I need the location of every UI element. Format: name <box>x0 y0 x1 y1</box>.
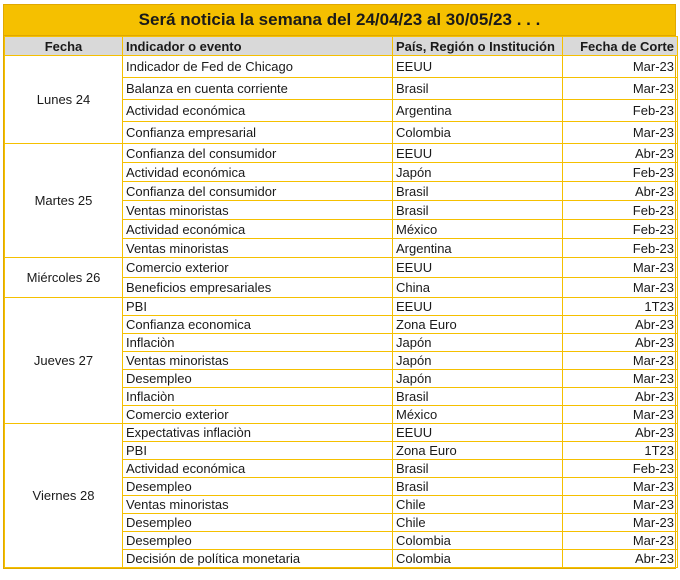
country-cell: Japón <box>393 163 563 182</box>
header-indicador: Indicador o evento <box>123 37 393 56</box>
country-cell: Japón <box>393 334 563 352</box>
day-label: Lunes 24 <box>5 56 123 144</box>
indicator-cell: Desempleo <box>123 514 393 532</box>
country-cell: Brasil <box>393 201 563 220</box>
indicator-cell: Inflaciòn <box>123 388 393 406</box>
indicator-cell: Desempleo <box>123 532 393 550</box>
cutoff-cell: Mar-23 <box>563 496 678 514</box>
country-cell: EEUU <box>393 56 563 78</box>
header-pais: País, Región o Institución <box>393 37 563 56</box>
indicator-cell: Ventas minoristas <box>123 201 393 220</box>
cutoff-cell: Abr-23 <box>563 182 678 201</box>
calendar-sheet <box>3 4 676 569</box>
cutoff-cell: Feb-23 <box>563 201 678 220</box>
country-cell: Colombia <box>393 550 563 568</box>
header-corte: Fecha de Corte <box>563 37 678 56</box>
table-row <box>5 424 678 442</box>
day-label: Jueves 27 <box>5 298 123 424</box>
cutoff-cell: Abr-23 <box>563 424 678 442</box>
calendar-table-wrapper <box>3 36 676 569</box>
cutoff-cell: Mar-23 <box>563 352 678 370</box>
cutoff-cell: Mar-23 <box>563 370 678 388</box>
country-cell: Zona Euro <box>393 442 563 460</box>
country-cell: Brasil <box>393 460 563 478</box>
table-row <box>5 144 678 163</box>
country-cell: EEUU <box>393 424 563 442</box>
cutoff-cell: 1T23 <box>563 442 678 460</box>
indicator-cell: Balanza en cuenta corriente <box>123 78 393 100</box>
indicator-cell: Actividad económica <box>123 460 393 478</box>
cutoff-cell: Mar-23 <box>563 514 678 532</box>
country-cell: Brasil <box>393 78 563 100</box>
country-cell: China <box>393 278 563 298</box>
cutoff-cell: Feb-23 <box>563 220 678 239</box>
country-cell: México <box>393 406 563 424</box>
country-cell: Colombia <box>393 122 563 144</box>
indicator-cell: Confianza economica <box>123 316 393 334</box>
cutoff-cell: Abr-23 <box>563 144 678 163</box>
indicator-cell: PBI <box>123 442 393 460</box>
indicator-cell: Actividad económica <box>123 100 393 122</box>
cutoff-cell: Feb-23 <box>563 239 678 258</box>
indicator-cell: Ventas minoristas <box>123 352 393 370</box>
cutoff-cell: Abr-23 <box>563 550 678 568</box>
indicator-cell: Actividad económica <box>123 163 393 182</box>
country-cell: Colombia <box>393 532 563 550</box>
indicator-cell: Confianza del consumidor <box>123 144 393 163</box>
cutoff-cell: Mar-23 <box>563 122 678 144</box>
cutoff-cell: Abr-23 <box>563 388 678 406</box>
indicator-cell: Comercio exterior <box>123 406 393 424</box>
indicator-cell: Desempleo <box>123 370 393 388</box>
indicator-cell: Indicador de Fed de Chicago <box>123 56 393 78</box>
country-cell: EEUU <box>393 144 563 163</box>
indicator-cell: Inflaciòn <box>123 334 393 352</box>
country-cell: Zona Euro <box>393 316 563 334</box>
country-cell: Japón <box>393 352 563 370</box>
cutoff-cell: Feb-23 <box>563 460 678 478</box>
indicator-cell: Comercio exterior <box>123 258 393 278</box>
header-row <box>5 37 678 56</box>
cutoff-cell: 1T23 <box>563 298 678 316</box>
cutoff-cell: Mar-23 <box>563 56 678 78</box>
day-label: Miércoles 26 <box>5 258 123 298</box>
header-fecha: Fecha <box>5 37 123 56</box>
country-cell: Argentina <box>393 100 563 122</box>
cutoff-cell: Abr-23 <box>563 316 678 334</box>
indicator-cell: Confianza del consumidor <box>123 182 393 201</box>
country-cell: Brasil <box>393 388 563 406</box>
indicator-cell: Expectativas inflaciòn <box>123 424 393 442</box>
table-row <box>5 56 678 78</box>
country-cell: Chile <box>393 514 563 532</box>
indicator-cell: Desempleo <box>123 478 393 496</box>
country-cell: Brasil <box>393 478 563 496</box>
country-cell: México <box>393 220 563 239</box>
country-cell: Chile <box>393 496 563 514</box>
table-row <box>5 258 678 278</box>
cutoff-cell: Mar-23 <box>563 258 678 278</box>
calendar-table <box>4 36 678 568</box>
indicator-cell: Ventas minoristas <box>123 239 393 258</box>
indicator-cell: Actividad económica <box>123 220 393 239</box>
table-row <box>5 298 678 316</box>
indicator-cell: Beneficios empresariales <box>123 278 393 298</box>
sheet-title: Será noticia la semana del 24/04/23 al 30/05/23 . . . <box>3 4 676 36</box>
country-cell: EEUU <box>393 298 563 316</box>
cutoff-cell: Mar-23 <box>563 406 678 424</box>
cutoff-cell: Mar-23 <box>563 78 678 100</box>
day-label: Viernes 28 <box>5 424 123 568</box>
day-label: Martes 25 <box>5 144 123 258</box>
table-body <box>5 56 678 568</box>
table-header <box>5 37 678 56</box>
country-cell: Brasil <box>393 182 563 201</box>
country-cell: EEUU <box>393 258 563 278</box>
indicator-cell: PBI <box>123 298 393 316</box>
indicator-cell: Ventas minoristas <box>123 496 393 514</box>
cutoff-cell: Abr-23 <box>563 334 678 352</box>
cutoff-cell: Feb-23 <box>563 163 678 182</box>
country-cell: Japón <box>393 370 563 388</box>
cutoff-cell: Mar-23 <box>563 278 678 298</box>
cutoff-cell: Mar-23 <box>563 532 678 550</box>
cutoff-cell: Feb-23 <box>563 100 678 122</box>
country-cell: Argentina <box>393 239 563 258</box>
indicator-cell: Confianza empresarial <box>123 122 393 144</box>
cutoff-cell: Mar-23 <box>563 478 678 496</box>
indicator-cell: Decisión de política monetaria <box>123 550 393 568</box>
